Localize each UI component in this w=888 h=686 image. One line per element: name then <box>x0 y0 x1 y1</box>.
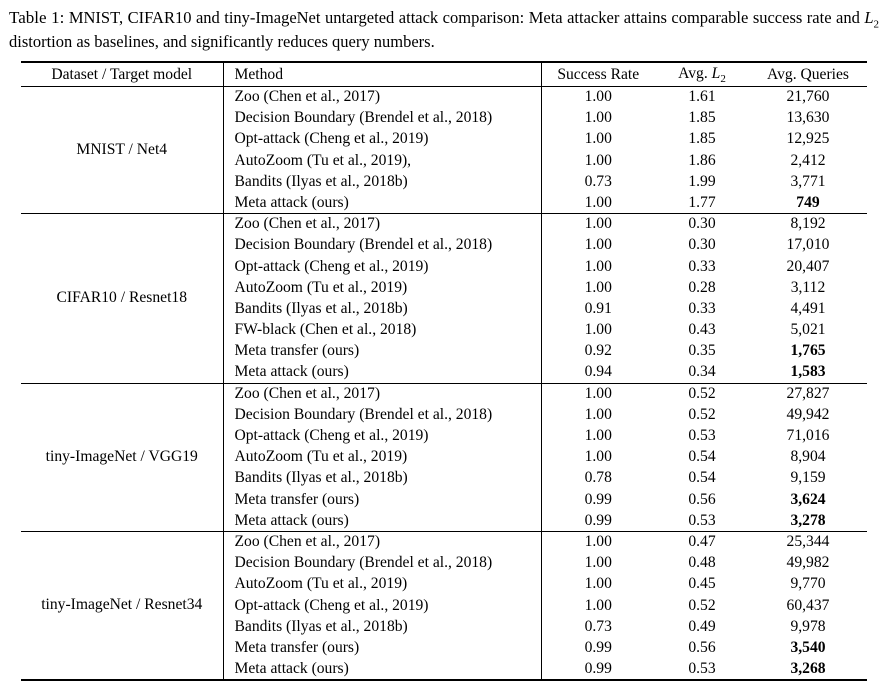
avg-l2-cell: 0.52 <box>688 596 716 614</box>
avg-l2-cell: 0.43 <box>688 321 716 339</box>
success-rate-cell: 1.00 <box>584 427 612 445</box>
method-cell: AutoZoom (Tu et al., 2019), <box>223 150 541 171</box>
method-cell: Meta transfer (ours) <box>223 637 541 658</box>
success-rate-cell: 1.00 <box>541 214 655 235</box>
avg-queries-cell: 8,192 <box>749 214 867 235</box>
avg-l2-cell: 0.30 <box>655 214 749 235</box>
avg-l2-cell: 1.85 <box>688 130 716 148</box>
method-cell: Zoo (Chen et al., 2017) <box>223 86 541 107</box>
success-rate-cell: 1.00 <box>541 531 655 552</box>
table-row <box>21 383 867 404</box>
method-cell: Bandits (Ilyas et al., 2018b) <box>223 468 541 489</box>
dataset-cell: tiny-ImageNet / VGG19 <box>21 383 223 531</box>
success-rate-cell: 1.00 <box>584 151 612 169</box>
avg-queries-cell: 5,021 <box>790 321 826 339</box>
avg-l2-cell: 0.45 <box>688 575 716 593</box>
method-cell: AutoZoom (Tu et al., 2019) <box>223 277 541 298</box>
avg-queries-cell: 1,765 <box>790 342 826 360</box>
method-cell: Decision Boundary (Brendel et al., 2018) <box>223 235 541 256</box>
table-caption-label: Table 1: <box>9 8 65 27</box>
avg-queries-cell: 9,770 <box>790 575 826 593</box>
success-rate-cell: 0.73 <box>584 617 612 635</box>
avg-l2-cell: 1.99 <box>688 172 716 190</box>
avg-l2-cell: 0.52 <box>688 405 716 423</box>
avg-queries-cell: 3,771 <box>790 172 826 190</box>
table-body <box>21 86 867 679</box>
header-dataset-target-model: Dataset / Target model <box>21 62 223 86</box>
success-rate-cell: 0.99 <box>584 659 612 677</box>
method-cell: Bandits (Ilyas et al., 2018b) <box>223 616 541 637</box>
success-rate-cell: 1.00 <box>541 86 655 107</box>
avg-queries-cell: 20,407 <box>786 257 830 275</box>
avg-queries-cell: 3,624 <box>790 490 826 508</box>
avg-queries-cell: 9,978 <box>790 617 826 635</box>
avg-queries-cell: 749 <box>796 193 820 211</box>
avg-l2-cell: 0.53 <box>688 511 716 529</box>
success-rate-cell: 1.00 <box>584 405 612 423</box>
success-rate-cell: 0.99 <box>584 490 612 508</box>
avg-queries-cell: 27,827 <box>749 383 867 404</box>
avg-l2-cell: 0.52 <box>655 383 749 404</box>
avg-queries-cell: 49,982 <box>786 554 830 572</box>
dataset-cell: CIFAR10 / Resnet18 <box>21 214 223 384</box>
method-cell: Meta transfer (ours) <box>223 489 541 510</box>
avg-l2-cell: 0.53 <box>688 659 716 677</box>
avg-queries-cell: 8,904 <box>790 448 826 466</box>
avg-queries-cell: 3,268 <box>790 659 826 677</box>
avg-queries-cell: 1,583 <box>790 363 826 381</box>
dataset-cell: MNIST / Net4 <box>21 86 223 213</box>
success-rate-cell: 0.92 <box>584 342 612 360</box>
success-rate-cell: 0.94 <box>584 363 612 381</box>
method-cell: Meta attack (ours) <box>223 192 541 213</box>
avg-l2-cell: 0.54 <box>688 469 716 487</box>
method-cell: Opt-attack (Cheng et al., 2019) <box>223 595 541 616</box>
method-cell: Zoo (Chen et al., 2017) <box>223 383 541 404</box>
avg-l2-cell: 0.53 <box>688 427 716 445</box>
header-method: Method <box>223 62 541 86</box>
method-cell: Bandits (Ilyas et al., 2018b) <box>223 171 541 192</box>
avg-l2-cell: 0.28 <box>688 278 716 296</box>
success-rate-cell: 1.00 <box>584 193 612 211</box>
success-rate-cell: 1.00 <box>584 321 612 339</box>
method-cell: AutoZoom (Tu et al., 2019) <box>223 574 541 595</box>
success-rate-cell: 1.00 <box>584 236 612 254</box>
method-cell: Opt-attack (Cheng et al., 2019) <box>223 129 541 150</box>
avg-queries-cell: 60,437 <box>786 596 830 614</box>
table-caption <box>9 7 879 52</box>
table-row <box>21 86 867 107</box>
method-cell: Opt-attack (Cheng et al., 2019) <box>223 256 541 277</box>
success-rate-cell: 1.00 <box>584 448 612 466</box>
avg-queries-cell: 12,925 <box>786 130 830 148</box>
avg-l2-cell: 0.34 <box>688 363 716 381</box>
success-rate-cell: 1.00 <box>584 257 612 275</box>
success-rate-cell: 0.91 <box>584 299 612 317</box>
avg-l2-cell: 0.47 <box>655 531 749 552</box>
success-rate-cell: 1.00 <box>584 278 612 296</box>
l2-symbol: L <box>864 8 874 27</box>
avg-l2-cell: 0.35 <box>688 342 716 360</box>
success-rate-cell: 1.00 <box>541 383 655 404</box>
l2-subscript: 2 <box>720 72 726 85</box>
avg-l2-cell: 0.54 <box>688 448 716 466</box>
method-cell: Decision Boundary (Brendel et al., 2018) <box>223 553 541 574</box>
success-rate-cell: 1.00 <box>584 575 612 593</box>
avg-l2-cell: 0.56 <box>688 638 716 656</box>
avg-l2-cell: 0.33 <box>688 257 716 275</box>
header-success-rate: Success Rate <box>541 62 655 86</box>
table-caption-text-before: MNIST, CIFAR10 and tiny-ImageNet untargeted attack comparison: Meta attacker attains comparable success rate and <box>64 8 865 27</box>
avg-queries-cell: 17,010 <box>786 236 830 254</box>
method-cell: Decision Boundary (Brendel et al., 2018) <box>223 108 541 129</box>
table-header-row <box>21 62 867 86</box>
success-rate-cell: 0.99 <box>584 638 612 656</box>
avg-queries-cell: 3,112 <box>790 278 826 296</box>
avg-l2-cell: 0.30 <box>688 236 716 254</box>
method-cell: Meta transfer (ours) <box>223 341 541 362</box>
method-cell: Bandits (Ilyas et al., 2018b) <box>223 298 541 319</box>
method-cell: Zoo (Chen et al., 2017) <box>223 214 541 235</box>
success-rate-cell: 0.99 <box>584 511 612 529</box>
table-row <box>21 214 867 235</box>
method-cell: Zoo (Chen et al., 2017) <box>223 531 541 552</box>
avg-l2-cell: 0.49 <box>688 617 716 635</box>
results-table <box>21 61 867 680</box>
header-avg-l2-prefix: Avg. <box>678 64 712 82</box>
method-cell: Decision Boundary (Brendel et al., 2018) <box>223 404 541 425</box>
dataset-cell: tiny-ImageNet / Resnet34 <box>21 531 223 679</box>
avg-l2-cell: 1.77 <box>688 193 716 211</box>
method-cell: Meta attack (ours) <box>223 659 541 680</box>
success-rate-cell: 0.78 <box>584 469 612 487</box>
avg-queries-cell: 49,942 <box>786 405 830 423</box>
avg-l2-cell: 1.61 <box>655 86 749 107</box>
avg-l2-cell: 0.56 <box>688 490 716 508</box>
method-cell: AutoZoom (Tu et al., 2019) <box>223 447 541 468</box>
table-row <box>21 531 867 552</box>
avg-l2-cell: 0.33 <box>688 299 716 317</box>
avg-queries-cell: 3,278 <box>790 511 826 529</box>
avg-l2-cell: 1.86 <box>688 151 716 169</box>
avg-queries-cell: 21,760 <box>749 86 867 107</box>
l2-symbol: L <box>711 64 721 82</box>
success-rate-cell: 1.00 <box>584 130 612 148</box>
avg-queries-cell: 25,344 <box>749 531 867 552</box>
success-rate-cell: 1.00 <box>584 554 612 572</box>
header-avg-queries: Avg. Queries <box>749 62 867 86</box>
l2-subscript: 2 <box>873 18 880 31</box>
method-cell: Opt-attack (Cheng et al., 2019) <box>223 425 541 446</box>
avg-queries-cell: 9,159 <box>790 469 826 487</box>
header-avg-l2 <box>655 62 749 86</box>
avg-queries-cell: 71,016 <box>786 427 830 445</box>
method-cell: Meta attack (ours) <box>223 362 541 383</box>
success-rate-cell: 1.00 <box>584 109 612 127</box>
method-cell: FW-black (Chen et al., 2018) <box>223 320 541 341</box>
avg-queries-cell: 4,491 <box>790 299 826 317</box>
avg-l2-cell: 1.85 <box>688 109 716 127</box>
success-rate-cell: 1.00 <box>584 596 612 614</box>
method-cell: Meta attack (ours) <box>223 510 541 531</box>
avg-l2-cell: 0.48 <box>688 554 716 572</box>
avg-queries-cell: 2,412 <box>790 151 826 169</box>
success-rate-cell: 0.73 <box>584 172 612 190</box>
table-caption-text-after: distortion as baselines, and significantly reduces query numbers. <box>9 32 435 52</box>
table-header <box>21 62 867 86</box>
avg-queries-cell: 3,540 <box>790 638 826 656</box>
avg-queries-cell: 13,630 <box>786 109 830 127</box>
